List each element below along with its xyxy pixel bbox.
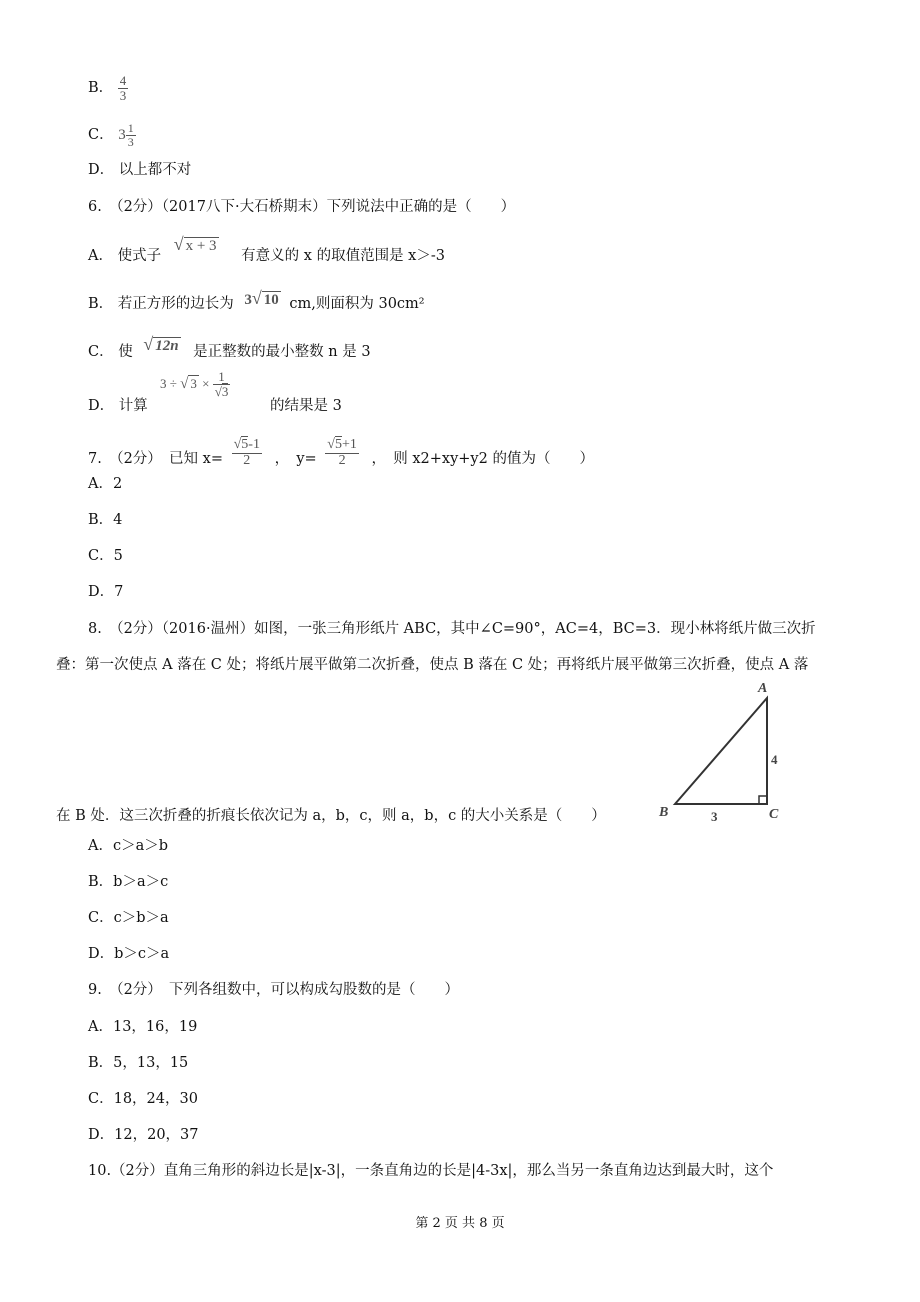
fraction-denominator: √3 (214, 383, 229, 399)
option-text: b＞c＞a (114, 946, 170, 962)
option-text: 12，20，37 (114, 1127, 199, 1143)
fraction-numerator: 1 (127, 121, 134, 135)
option-label: A． (88, 248, 113, 264)
option-label: B． (88, 874, 114, 890)
option-label: D． (88, 946, 115, 962)
option-text: 5 (113, 548, 123, 564)
option-label: A． (88, 838, 113, 854)
radicand: 3 (190, 376, 197, 391)
q6-option-a (88, 234, 445, 266)
option-label: B． (88, 80, 114, 97)
option-text: 有意义的 x 的取值范围是 x＞-3 (241, 248, 445, 264)
q5-option-d (88, 160, 191, 180)
option-label: C． (88, 127, 114, 144)
vertex-label-c: C (769, 807, 779, 822)
fraction-denominator: 3 (119, 87, 127, 103)
q7-option-c (88, 546, 123, 566)
q6-option-b (88, 288, 425, 314)
q6-option-d (88, 396, 148, 416)
stem-text: ， y= (274, 451, 317, 468)
option-text: 2 (112, 476, 123, 492)
option-text: 使 (118, 344, 133, 360)
option-text: 5，13，15 (113, 1055, 189, 1071)
q8-option-a (88, 836, 168, 856)
q8-option-c (88, 908, 169, 928)
option-text: c＞b＞a (113, 910, 169, 926)
radicand: 12n (155, 338, 179, 354)
fraction-denominator: 2 (338, 452, 346, 468)
fraction-numerator: √5+1 (327, 437, 357, 452)
option-label: B． (88, 296, 114, 312)
option-label: D． (88, 398, 115, 414)
math-text: 3 ÷ (160, 376, 177, 391)
fraction-numerator: 1 (213, 370, 231, 385)
q6-stem: 6. （2分）（2017八下·大石桥期末）下列说法中正确的是（ ） (88, 199, 516, 215)
option-label: C． (88, 344, 114, 360)
side-label-ac: 4 (771, 752, 778, 767)
option-label: B． (88, 512, 114, 528)
radicand: 3 (221, 383, 229, 399)
fraction (213, 370, 231, 398)
sqrt-expression: 3√ 10 (244, 288, 279, 308)
option-text: 若正方形的边长为 (117, 296, 234, 312)
radicand: 5 (334, 437, 342, 452)
q8-stem-line-3: 在 B 处．这三次折叠的折痕长依次记为 a，b，c，则 a，b，c 的大小关系是（ ） (56, 808, 606, 824)
q10-stem: 10.（2分）直角三角形的斜边长是|x-3|，一条直角边的长是|4-3x|，那么当另一条直角边达到最大时，这个 (88, 1163, 774, 1179)
vertex-label-b: B (659, 805, 669, 820)
option-label: A． (88, 1019, 113, 1035)
fraction-numerator: √5-1 (233, 437, 260, 452)
x-fraction (232, 438, 262, 468)
option-label: A． (88, 476, 113, 492)
option-label: B． (88, 1055, 114, 1071)
sqrt-expression: √ 12n (143, 334, 179, 354)
triangle-abc (675, 698, 767, 804)
y-fraction (325, 438, 359, 468)
q8-stem-line-2: 叠：第一次使点 A 落在 C 处；将纸片展平做第二次折叠，使点 B 落在 C 处；再将纸片展平做第三次折叠，使点 A 落 (56, 657, 809, 673)
option-text: cm,则面积为 30cm² (289, 296, 425, 312)
q5-option-b (88, 74, 128, 102)
option-label: D． (88, 162, 115, 178)
option-text: 4 (113, 512, 123, 528)
q7-option-a (88, 474, 122, 494)
q7-option-d (88, 582, 123, 602)
q9-option-a (88, 1017, 197, 1037)
math-text: -1 (248, 437, 260, 452)
fraction-denominator: 2 (243, 452, 251, 468)
q8-option-d (88, 944, 169, 964)
stem-text: 7. （2分） 已知 x= (88, 451, 223, 468)
q7-stem (88, 437, 594, 474)
option-label: D． (88, 1127, 115, 1143)
option-label: D． (88, 584, 115, 600)
vertex-label-a: A (758, 681, 768, 696)
option-text: 是正整数的最小整数 n 是 3 (193, 344, 371, 360)
q9-stem: 9. （2分） 下列各组数中，可以构成勾股数的是（ ） (88, 982, 460, 998)
option-text: 13，16，19 (112, 1019, 198, 1035)
option-text: c＞a＞b (112, 838, 169, 854)
q8-option-b (88, 872, 168, 892)
option-text: b＞a＞c (113, 874, 169, 890)
q9-option-b (88, 1053, 188, 1073)
page-footer: 第 2 页 共 8 页 (415, 1216, 505, 1231)
right-angle-mark (759, 796, 767, 804)
q9-option-d (88, 1125, 199, 1145)
fraction-numerator: 4 (119, 73, 127, 88)
option-text: 18，24，30 (113, 1091, 198, 1107)
fraction (126, 122, 136, 148)
q6-option-c (88, 334, 371, 362)
side-label-bc: 3 (711, 809, 718, 824)
option-text: 计算 (118, 398, 148, 414)
mixed-whole: 3 (118, 127, 126, 144)
math-text: × (202, 376, 210, 391)
coefficient: 3 (244, 292, 252, 308)
stem-text: ， 则 x2+xy+y2 的值为（ ） (371, 451, 594, 468)
option-text: 以上都不对 (118, 162, 192, 178)
math-text: +1 (341, 437, 357, 452)
option-text: 使式子 (117, 248, 162, 264)
q5-option-c (88, 122, 136, 148)
q8-stem-line-1: 8. （2分）（2016·温州）如图，一张三角形纸片 ABC，其中∠C=90°，AC=4，BC=3．现小林将纸片做三次折 (88, 621, 816, 637)
option-text: 7 (114, 584, 124, 600)
option-label: C． (88, 1091, 114, 1107)
q6-option-d-result: 的结果是 3 (270, 398, 342, 414)
q9-option-c (88, 1089, 198, 1109)
option-label: C． (88, 548, 114, 564)
fraction-denominator: 3 (127, 134, 134, 149)
option-label: C． (88, 910, 114, 926)
radicand: 10 (263, 292, 279, 308)
sqrt-expression: √ 3 (180, 376, 197, 392)
fraction (118, 74, 129, 102)
triangle-figure (655, 678, 785, 826)
sqrt-expression: √ x + 3 (173, 234, 217, 254)
radicand: 5 (241, 437, 249, 452)
q6-option-d-expression (160, 369, 230, 399)
radicand: x + 3 (185, 238, 217, 254)
q7-option-b (88, 510, 122, 530)
